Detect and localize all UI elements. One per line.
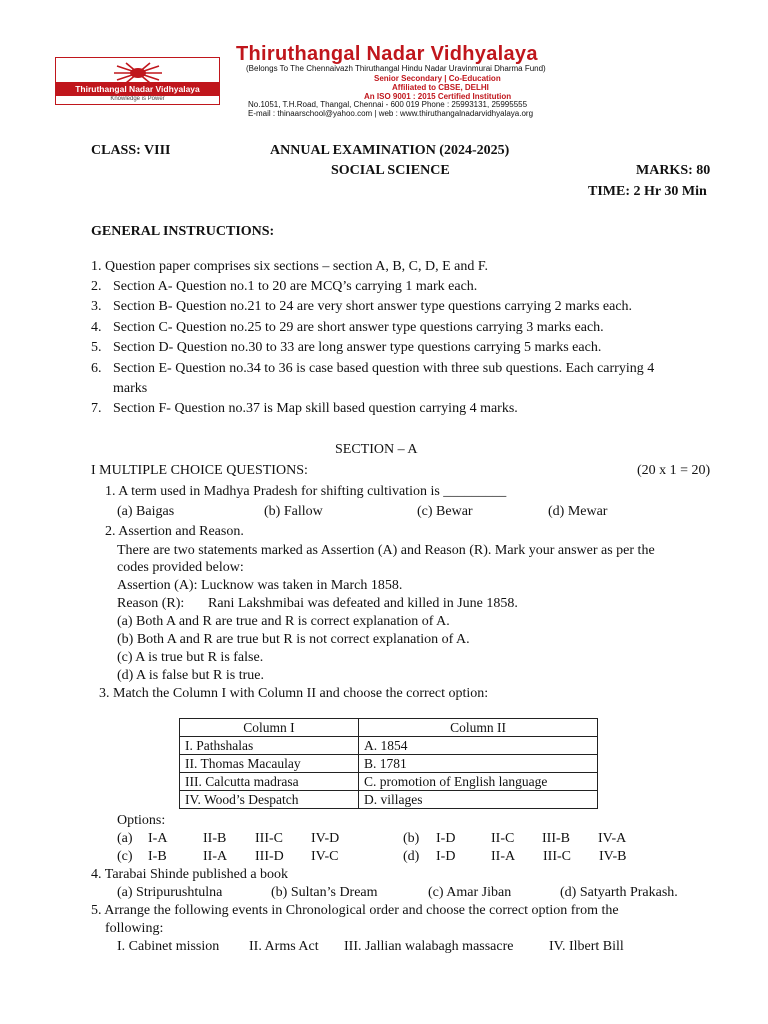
logo-banner: Thiruthangal Nadar Vidhyalaya — [56, 82, 219, 96]
q2-option-d: (d) A is false but R is true. — [117, 668, 264, 683]
question-2: 2. Assertion and Reason. — [105, 524, 244, 539]
q2-instruction-line-1: There are two statements marked as Assertion (A) and Reason (R). Mark your answer as per the — [117, 543, 655, 558]
q3-option-a-item: III-C — [255, 831, 283, 846]
affiliation-line-2: Affiliated to CBSE, DELHI — [392, 83, 489, 92]
q2-option-c: (c) A is true but R is false. — [117, 650, 264, 665]
question-3: 3. Match the Column I with Column II and choose the correct option: — [99, 686, 489, 701]
column-1-cell: IV. Wood’s Despatch — [180, 791, 359, 809]
q3-option-c-item: I-B — [148, 849, 167, 864]
mcq-heading: I MULTIPLE CHOICE QUESTIONS: — [91, 463, 308, 478]
question-5-continued: following: — [105, 921, 164, 936]
instruction-3-number: 3. — [91, 299, 102, 314]
exam-title: ANNUAL EXAMINATION (2024-2025) — [270, 143, 510, 158]
options-label: Options: — [117, 813, 166, 828]
q3-option-b-item: IV-A — [598, 831, 627, 846]
question-5: 5. Arrange the following events in Chronological order and choose the correct option from the — [91, 903, 619, 918]
q3-option-a-item: IV-D — [311, 831, 340, 846]
q3-option-c-item: II-A — [203, 849, 228, 864]
instruction-4-number: 4. — [91, 320, 102, 335]
instruction-1: 1. Question paper comprises six sections – section A, B, C, D, E and F. — [91, 259, 489, 274]
q2-assertion: Assertion (A): Lucknow was taken in March 1858. — [117, 578, 403, 593]
column-2-cell: D. villages — [359, 791, 598, 809]
instruction-7-number: 7. — [91, 401, 102, 416]
match-table — [179, 718, 598, 809]
column-2-cell: C. promotion of English language — [359, 773, 598, 791]
q3-option-c-label: (c) — [117, 849, 133, 864]
column-1-cell: III. Calcutta madrasa — [180, 773, 359, 791]
q2-reason-label: Reason (R): — [117, 596, 185, 611]
subject-title: SOCIAL SCIENCE — [331, 163, 450, 178]
column-2-cell: B. 1781 — [359, 755, 598, 773]
q1-option-d: (d) Mewar — [548, 504, 608, 519]
q2-reason: Rani Lakshmibai was defeated and killed in June 1858. — [208, 596, 518, 611]
column-1-cell: I. Pathshalas — [180, 737, 359, 755]
instruction-5: Section D- Question no.30 to 33 are long answer type questions carrying 5 marks each. — [113, 340, 602, 355]
table-header-row — [180, 719, 598, 737]
q5-event-3: III. Jallian walabagh massacre — [344, 939, 514, 954]
q3-option-c-item: III-D — [255, 849, 284, 864]
instruction-4: Section C- Question no.25 to 29 are short answer type questions carrying 3 marks each. — [113, 320, 604, 335]
q1-option-c: (c) Bewar — [417, 504, 473, 519]
q4-option-d: (d) Satyarth Prakash. — [560, 885, 678, 900]
column-2-cell: A. 1854 — [359, 737, 598, 755]
address-line: No.1051, T.H.Road, Thangal, Chennai - 600 019 Phone : 25993131, 25995555 — [248, 100, 528, 109]
instruction-6-number: 6. — [91, 361, 102, 376]
question-1: 1. A term used in Madhya Pradesh for shifting cultivation is _________ — [105, 484, 507, 499]
q3-option-d-item: II-A — [491, 849, 516, 864]
q4-option-a: (a) Stripurushtulna — [117, 885, 223, 900]
instruction-2-number: 2. — [91, 279, 102, 294]
q3-option-d-label: (d) — [403, 849, 420, 864]
q3-option-d-item: IV-B — [599, 849, 627, 864]
q1-option-a: (a) Baigas — [117, 504, 175, 519]
q4-option-b: (b) Sultan’s Dream — [271, 885, 378, 900]
question-4: 4. Tarabai Shinde published a book — [91, 867, 289, 882]
instruction-6: Section E- Question no.34 to 36 is case based question with three sub questions. Each carrying 4 — [113, 361, 655, 376]
q3-option-a-item: I-A — [148, 831, 168, 846]
q5-event-4: IV. Ilbert Bill — [549, 939, 624, 954]
q2-option-a: (a) Both A and R are true and R is correct explanation of A. — [117, 614, 450, 629]
table-row — [180, 737, 598, 755]
instruction-6-continued: marks — [113, 381, 148, 396]
class-label: CLASS: VIII — [91, 143, 171, 158]
q3-option-b-item: I-D — [436, 831, 456, 846]
table-row — [180, 755, 598, 773]
q2-instruction-line-2: codes provided below: — [117, 560, 244, 575]
time-label: TIME: 2 Hr 30 Min — [588, 184, 707, 199]
instructions-heading: GENERAL INSTRUCTIONS: — [91, 224, 275, 239]
contact-line: E-mail : thinaarschool@yahoo.com | web : www.thiruthangalnadarvidhyalaya.org — [248, 109, 534, 118]
q3-option-b-label: (b) — [403, 831, 420, 846]
instruction-5-number: 5. — [91, 340, 102, 355]
marks-label: MARKS: 80 — [636, 163, 711, 178]
column-1-cell: II. Thomas Macaulay — [180, 755, 359, 773]
instruction-2: Section A- Question no.1 to 20 are MCQ’s carrying 1 mark each. — [113, 279, 478, 294]
q3-option-b-item: III-B — [542, 831, 570, 846]
q1-option-b: (b) Fallow — [264, 504, 323, 519]
column-1-header: Column I — [180, 719, 359, 737]
table-row — [180, 773, 598, 791]
q3-option-a-label: (a) — [117, 831, 133, 846]
instruction-3: Section B- Question no.21 to 24 are very short answer type questions carrying 2 marks each. — [113, 299, 633, 314]
q3-option-b-item: II-C — [491, 831, 515, 846]
column-2-header: Column II — [359, 719, 598, 737]
trust-line: (Belongs To The Chennaivazh Thiruthangal Hindu Nadar Uravinmurai Dharma Fund) — [246, 64, 546, 73]
iso-line: An ISO 9001 : 2015 Certified Institution — [364, 92, 512, 101]
logo-tagline: Knowledge is Power — [110, 96, 165, 102]
q4-option-c: (c) Amar Jiban — [428, 885, 512, 900]
q5-event-2: II. Arms Act — [249, 939, 319, 954]
instruction-7: Section F- Question no.37 is Map skill based question carrying 4 marks. — [113, 401, 518, 416]
q3-option-d-item: III-C — [543, 849, 571, 864]
affiliation-line-1: Senior Secondary | Co-Education — [374, 74, 501, 83]
school-logo — [55, 57, 220, 105]
q2-option-b: (b) Both A and R are true but R is not correct explanation of A. — [117, 632, 470, 647]
table-row — [180, 791, 598, 809]
sun-burst-icon — [112, 62, 164, 84]
q3-option-a-item: II-B — [203, 831, 227, 846]
q3-option-c-item: IV-C — [311, 849, 339, 864]
mcq-marks: (20 x 1 = 20) — [637, 463, 711, 478]
school-name: Thiruthangal Nadar Vidhyalaya — [236, 43, 538, 65]
section-a-title: SECTION – A — [335, 442, 418, 457]
q3-option-d-item: I-D — [436, 849, 456, 864]
q5-event-1: I. Cabinet mission — [117, 939, 220, 954]
